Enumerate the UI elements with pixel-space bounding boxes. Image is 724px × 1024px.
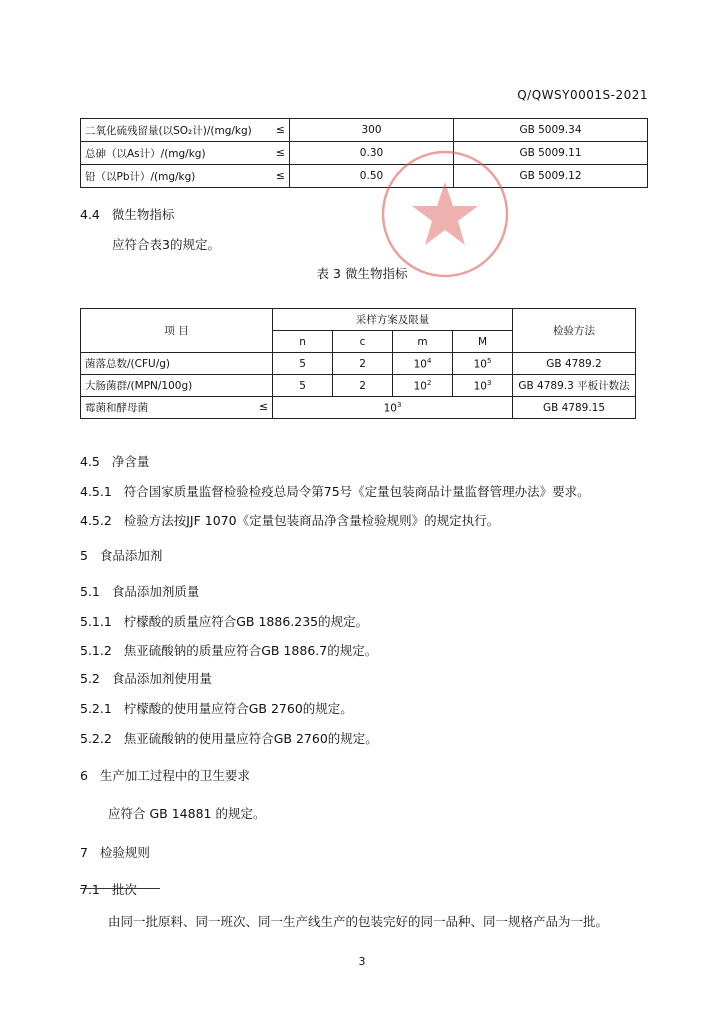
le-symbol: ≤ <box>275 168 285 182</box>
le-symbol: ≤ <box>275 122 285 136</box>
method-cell: GB 4789.3 平板计数法 <box>512 375 635 397</box>
table-row <box>81 119 648 142</box>
method-cell: GB 4789.2 <box>512 353 635 375</box>
M-cell: $10^5$ <box>453 353 513 375</box>
n-cell: 5 <box>273 375 333 397</box>
table-cell-item <box>81 165 290 188</box>
row-label: 铅（以Pb计）/(mg/kg) <box>85 170 196 183</box>
section-4-4-heading: 4.4 微生物指标 <box>80 207 175 222</box>
method-cell: GB 5009.12 <box>454 165 648 188</box>
m-cell: $10^2$ <box>393 375 453 397</box>
section-7-1-heading: 7.1 批次 <box>80 882 137 897</box>
paragraph-4-5-1: 4.5.1 符合国家质量监督检验检疫总局令第75号《定量包装商品计量监督管理办法》要求。 <box>80 484 590 499</box>
table-cell-item <box>81 119 290 142</box>
strike-line <box>80 888 160 889</box>
paragraph-5-1-2: 5.1.2 焦亚硫酸钠的质量应符合GB 1886.7的规定。 <box>80 643 378 658</box>
method-cell: GB 4789.15 <box>512 397 635 419</box>
M-cell: $10^3$ <box>453 375 513 397</box>
c-cell: 2 <box>333 353 393 375</box>
section-5-1-heading: 5.1 食品添加剂质量 <box>80 584 200 599</box>
table-row <box>81 165 648 188</box>
table-row <box>81 353 636 375</box>
table-microbial <box>80 308 636 419</box>
section-4-4-text: 应符合表3的规定。 <box>112 237 220 252</box>
item-cell: 霉菌和酵母菌 ≤ <box>81 397 273 419</box>
header-plan: 采样方案及限量 <box>273 309 513 331</box>
limit-cell: 300 <box>290 119 454 142</box>
official-stamp-icon <box>375 148 515 280</box>
item-cell: 菌落总数/(CFU/g) <box>81 353 273 375</box>
sub-n: n <box>273 331 333 353</box>
section-6-heading: 6 生产加工过程中的卫生要求 <box>80 768 250 783</box>
row-label: 总砷（以As计）/(mg/kg) <box>85 147 206 160</box>
le-symbol: ≤ <box>258 400 269 413</box>
sub-M: M <box>453 331 513 353</box>
table-cell-item <box>81 142 290 165</box>
n-cell: 5 <box>273 353 333 375</box>
sub-m: m <box>393 331 453 353</box>
section-7-heading: 7 检验规则 <box>80 845 150 860</box>
table3-caption: 表 3 微生物指标 <box>316 266 408 281</box>
method-cell: GB 5009.11 <box>454 142 648 165</box>
header-item: 项 目 <box>81 309 273 353</box>
method-cell: GB 5009.34 <box>454 119 648 142</box>
section-7-1-text: 由同一批原料、同一班次、同一生产线生产的包装完好的同一品种、同一规格产品为一批。 <box>108 914 609 929</box>
item-cell: 大肠菌群/(MPN/100g) <box>81 375 273 397</box>
paragraph-4-5-2: 4.5.2 检验方法按JJF 1070《定量包装商品净含量检验规则》的规定执行。 <box>80 513 500 528</box>
table-row <box>81 142 648 165</box>
c-cell: 2 <box>333 375 393 397</box>
table-row <box>81 397 636 419</box>
le-symbol: ≤ <box>275 145 285 159</box>
paragraph-5-2-1: 5.2.1 柠檬酸的使用量应符合GB 2760的规定。 <box>80 701 353 716</box>
paragraph-5-2-2: 5.2.2 焦亚硫酸钠的使用量应符合GB 2760的规定。 <box>80 731 378 746</box>
sub-c: c <box>333 331 393 353</box>
section-4-5-heading: 4.5 净含量 <box>80 454 150 469</box>
table-contaminants <box>80 118 648 188</box>
table-row <box>81 375 636 397</box>
row-label: 二氧化硫残留量(以SO₂计)/(mg/kg) <box>85 124 252 137</box>
header-method: 检验方法 <box>512 309 635 353</box>
section-5-2-heading: 5.2 食品添加剂使用量 <box>80 671 212 686</box>
section-6-text: 应符合 GB 14881 的规定。 <box>108 806 266 821</box>
limit-cell: 0.50 <box>290 165 454 188</box>
table-header-row <box>81 309 636 331</box>
page-number: 3 <box>358 955 366 968</box>
section-5-heading: 5 食品添加剂 <box>80 548 163 563</box>
limit-cell: 0.30 <box>290 142 454 165</box>
doc-code: Q/QWSY0001S-2021 <box>517 88 648 102</box>
paragraph-5-1-1: 5.1.1 柠檬酸的质量应符合GB 1886.235的规定。 <box>80 614 369 629</box>
m-cell: $10^4$ <box>393 353 453 375</box>
value-cell: $10^3$ <box>273 397 513 419</box>
